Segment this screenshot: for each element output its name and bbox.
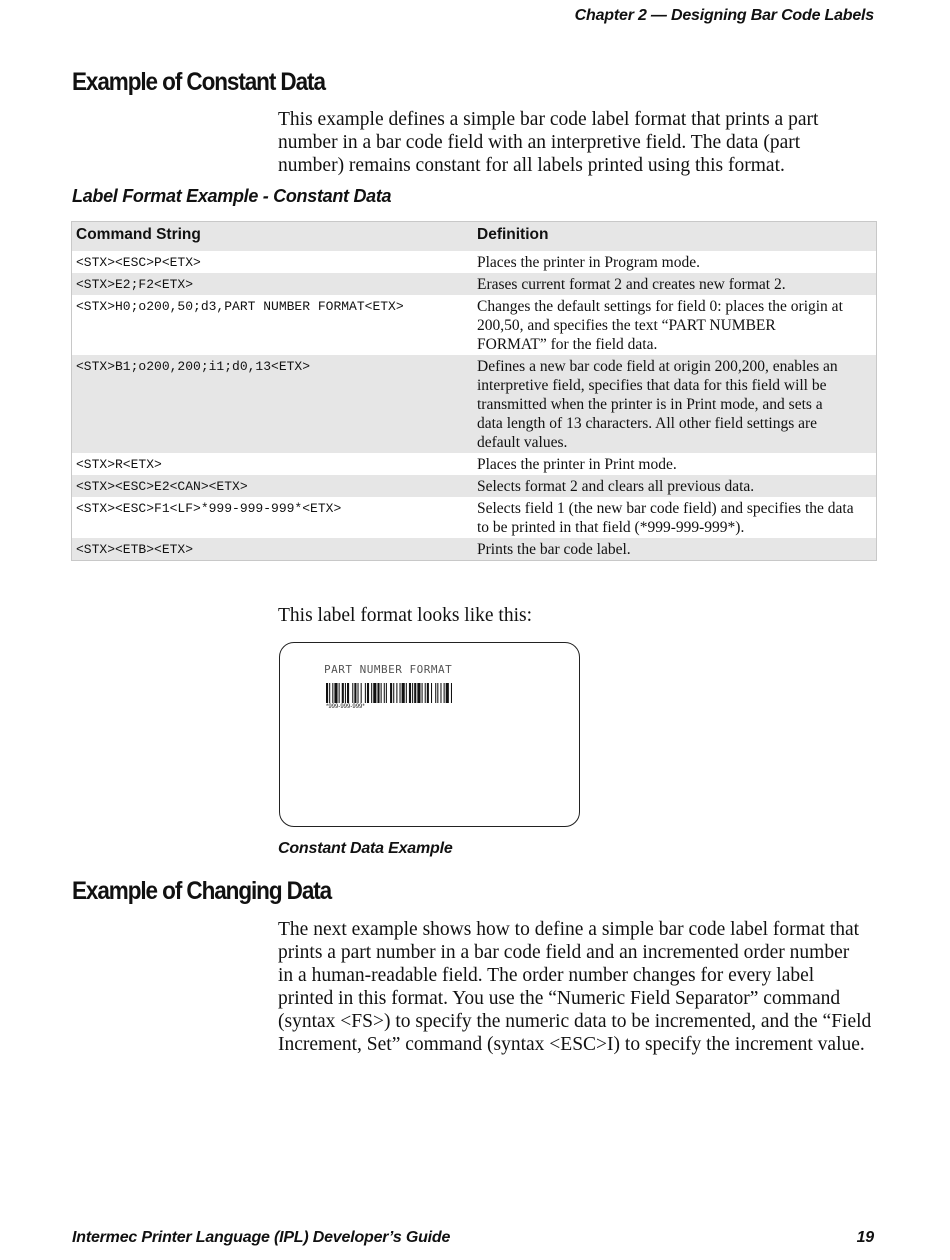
definition-line: FORMAT” for the field data. bbox=[477, 336, 658, 353]
table-row bbox=[72, 538, 877, 561]
definition-line: default values. bbox=[477, 434, 568, 451]
definition-line: Defines a new bar code field at origin 200,200, enables an bbox=[477, 358, 838, 375]
definition-cell bbox=[473, 295, 877, 355]
definition-cell: Erases current format 2 and creates new format 2. bbox=[473, 273, 877, 295]
intro-line: number) remains constant for all labels printed using this format. bbox=[278, 155, 785, 176]
body-line: (syntax <FS>) to specify the numeric data to be incremented, and the “Field bbox=[278, 1011, 872, 1032]
command-cell: <STX>E2;F2<ETX> bbox=[72, 273, 474, 295]
definition-line: data length of 13 characters. All other field settings are bbox=[477, 415, 818, 432]
body-line: Increment, Set” command (syntax <ESC>I) to specify the increment value. bbox=[278, 1034, 865, 1055]
definition-line: Changes the default settings for field 0: places the origin at bbox=[477, 298, 843, 315]
table-row bbox=[72, 453, 877, 475]
definition-cell: Selects format 2 and clears all previous data. bbox=[473, 475, 877, 497]
command-table-wrapper bbox=[71, 221, 877, 561]
command-cell: <STX><ESC>E2<CAN><ETX> bbox=[72, 475, 474, 497]
command-cell: <STX>B1;o200,200;i1;d0,13<ETX> bbox=[72, 355, 474, 453]
definition-cell: Places the printer in Program mode. bbox=[477, 254, 700, 271]
command-cell: <STX>R<ETX> bbox=[76, 457, 162, 472]
page-number: 19 bbox=[856, 1229, 874, 1246]
body-line: prints a part number in a bar code field and an incremented order number bbox=[278, 942, 850, 963]
command-table bbox=[71, 221, 877, 561]
definition-cell: Prints the bar code label. bbox=[473, 538, 877, 561]
column-header-definition: Definition bbox=[473, 222, 877, 252]
command-cell: <STX><ESC>P<ETX> bbox=[76, 255, 201, 270]
label-field-text: PART NUMBER FORMAT bbox=[324, 663, 453, 676]
definition-cell: Places the printer in Print mode. bbox=[477, 456, 677, 473]
table-title: Label Format Example - Constant Data bbox=[72, 186, 392, 206]
intro-line: This example defines a simple bar code label format that prints a part bbox=[278, 109, 819, 130]
command-cell: <STX><ESC>F1<LF>*999-999-999*<ETX> bbox=[76, 501, 342, 516]
figure-caption: Constant Data Example bbox=[278, 840, 453, 857]
section-title-changing-data: Example of Changing Data bbox=[72, 877, 332, 905]
section-body bbox=[278, 918, 888, 1056]
definition-cell bbox=[473, 497, 877, 538]
body-line: in a human-readable field. The order number changes for every label bbox=[278, 965, 815, 986]
table-row bbox=[72, 475, 877, 497]
section-intro bbox=[278, 108, 878, 177]
body-line: printed in this format. You use the “Numeric Field Separator” command bbox=[278, 988, 841, 1009]
table-row bbox=[72, 273, 877, 295]
command-cell: <STX>H0;o200,50;d3,PART NUMBER FORMAT<ETX> bbox=[76, 299, 404, 314]
definition-line: Selects field 1 (the new bar code field) and specifies the data bbox=[477, 500, 854, 517]
column-header-command: Command String bbox=[72, 222, 474, 252]
definition-line: transmitted when the printer is in Print mode, and sets a bbox=[477, 396, 823, 413]
intro-line: number in a bar code field with an interpretive field. The data (part bbox=[278, 132, 801, 153]
definition-cell bbox=[473, 355, 877, 453]
label-illustration bbox=[279, 642, 580, 827]
body-line: The next example shows how to define a simple bar code label format that bbox=[278, 919, 860, 940]
command-cell: <STX><ETB><ETX> bbox=[72, 538, 474, 561]
definition-line: 200,50, and specifies the text “PART NUMBER bbox=[477, 317, 776, 334]
barcode-interpretive-text: *999-999-999* bbox=[326, 704, 365, 710]
barcode-graphic bbox=[326, 683, 516, 703]
table-row bbox=[72, 251, 877, 273]
section-title-constant-data: Example of Constant Data bbox=[72, 68, 325, 96]
definition-line: to be printed in that field (*999-999-999*). bbox=[477, 519, 745, 536]
definition-line: interpretive field, specifies that data for this field will be bbox=[477, 377, 827, 394]
footer-title: Intermec Printer Language (IPL) Developer’s Guide bbox=[72, 1229, 451, 1246]
table-row bbox=[72, 355, 877, 453]
running-header: Chapter 2 — Designing Bar Code Labels bbox=[574, 7, 874, 24]
table-row bbox=[72, 295, 877, 355]
label-intro: This label format looks like this: bbox=[278, 605, 533, 626]
table-row bbox=[72, 497, 877, 538]
